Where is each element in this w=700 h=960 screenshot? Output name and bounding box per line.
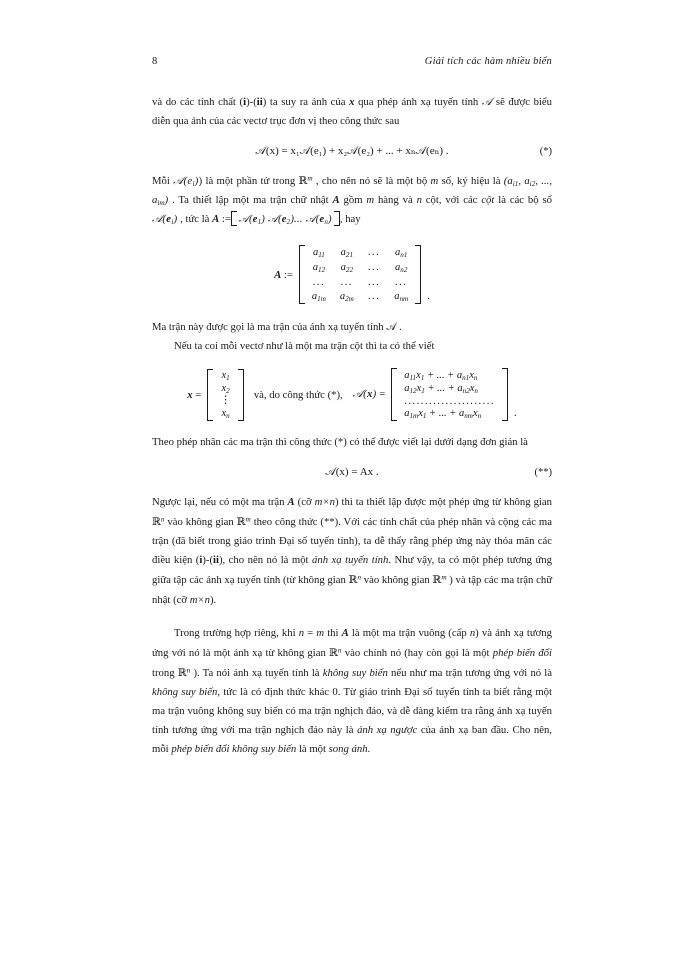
matrix-row [305,289,415,304]
matrix-cell: ... [367,290,381,302]
emphasis-song-anh: song ánh [328,742,368,755]
emphasis-phep-bien-doi-khong-suy-bien: phép biến đổi không suy biến [171,742,297,755]
math-matrix-a-3: A [341,626,349,639]
matrix-row [305,260,415,275]
p2-text-c: , cho nên nó sẽ là một bộ [312,175,431,188]
superscript-n-2: n [337,646,342,655]
vector-ax-brackets [391,368,508,421]
p2-text-a: Mỗi [152,175,174,188]
math-m-3: m [316,626,325,639]
condition-ii-2: ii [213,554,219,567]
matrix-cell: $a_{n1}$ [395,246,408,259]
matrix-cell: $a_{21}$ [340,246,354,259]
superscript-m-2: m [245,516,251,525]
p7-text-c: là một ma trận vuông (cấp [348,626,470,639]
p2-text-g: hàng và [374,194,417,207]
math-script-a: 𝒜 [481,96,493,108]
p7-text-d: ) và ánh xạ tương ứng với nó là một ánh xạ từ không gian [152,626,552,659]
paragraph-4: Nếu ta coi mỗi vectơ như là một ma trận cột thì ta có thể viết [174,340,435,353]
p7-text-j: của ánh xạ ban đầu. Cho nên, mỗi [152,723,552,755]
vector-x-brackets [207,369,244,421]
equation-star-star-body: 𝒜(x) = Ax . [325,466,379,479]
p1-text-a: và do các tính chất ( [152,96,244,108]
vector-ax-body [397,368,502,421]
superscript-n: n [160,516,165,525]
math-m-by-n: m×n [314,496,335,509]
equation-star-star-tag: (**) [534,467,552,479]
p6-text-h: . Như vậy, ta có một phép tương ứng giữa tập các ánh xạ tuyến tính (từ không gian [152,554,552,587]
p1-text-c: ) ta suy ra ảnh của [262,96,350,108]
vector-equations-display [152,368,552,421]
p6-text-i2: vào không gian [361,574,433,587]
matrix-cell: ... [367,246,381,258]
emphasis-cot: cột [481,194,495,207]
paragraph-5: Theo phép nhân các ma trận thì công thức (*) có thể được viết lại dưới dạng đơn giản là [152,436,528,449]
emphasis-khong-suy-bien-2: không suy biến [152,685,218,698]
paragraph-1 [152,93,552,131]
p6-text-d: vào không gian [164,516,237,529]
math-a-ei: 𝒜(e [173,175,193,188]
equation-star-tag: (*) [539,145,552,157]
p6-text-a: Ngược lại, nếu có một ma trận [152,496,288,509]
p6-text-f: )-( [202,554,214,567]
vector-row: x = $x_1$ $x_2$ ⋮ $x_n$ và, do công thức (*), 𝒜(x) = $a_{11}x_1$ + ... + $a_{n1}x_n$ $a_{12}x_1$ + ... + $a_{n2}x_n$ ...................... $a_{1m}x_1$ + ... + $a_{nm}x_n$ . [187,369,517,420]
math-matrix-a: A [332,194,340,207]
vector-connector: và, do công thức (*), [253,388,343,401]
matrix-cell: $a_{11}$ [312,246,325,259]
matrix-a-body [305,245,415,304]
vector-ax-period: . [513,407,517,420]
math-real-m-2: ℝ [236,515,246,529]
p7-equals: = [304,626,317,639]
paragraph-3: Ma trận này được gọi là ma trận của ánh xạ tuyến tính 𝒜 . [152,321,402,334]
matrix-a-display [152,245,552,304]
matrix-cell: ... [312,276,326,288]
p7-text-e: vào chính nó (hay còn gọi là một [341,646,493,659]
matrix-cell: $a_{n2}$ [395,261,408,274]
p6-text-g: ), cho nên nó là một [218,554,313,567]
p2-text-f: gồm [339,194,367,207]
p7-text-l: . [367,742,371,755]
paragraph-6: Ngược lại, nếu có một ma trận A (cỡ m×n) thì ta thiết lập được một phép ứng từ không gian ℝ$^n$ vào không gian ℝ$^m$ theo công thức (**). Với các tính chất của phép nhân và cộng các ma trận (đã biết trong giáo trình Đại số tuyến tính), ta dễ thấy rằng phép ứng này thỏa mãn các điều kiện (i)-(ii), cho nên nó là một ánh xạ tuyến tính. Như vậy, ta có một phép tương ứng giữa tập các ánh xạ tuyến tính (từ không gian ℝ$^n$ vào không gian ℝ$^m$ ) và tập các ma trận chữ nhật (cỡ m×n). [152,496,552,606]
bracket-right [415,245,421,304]
matrix-a-label: A [274,268,282,281]
math-m-by-n-2: m×n [189,593,210,606]
matrix-cell: $a_{1m}$ [311,290,326,303]
vector-cell-vdots: ⋮ [220,395,231,406]
vector-cell-dots: ...................... [404,395,495,407]
subscript-i: i [192,180,195,189]
condition-i: i [243,96,247,108]
matrix-row [305,275,415,289]
equation-star-star [152,466,552,479]
vector-x-body [213,369,238,421]
paragraph-7: Trong trường hợp riêng, khi n = m thì A là một ma trận vuông (cấp n) và ánh xạ tương ứng với nó là một ánh xạ từ không gian ℝ$^n$ vào chính nó (hay còn gọi là một phép biến đổi trong ℝ$^n$ ). Ta nói ánh xạ tuyến tính là không suy biến nếu như ma trận tương ứng với nó là không suy biến, tức là có định thức khác 0. Từ giáo trình Đại số tuyến tính ta biết rằng một ma trận vuông không suy biến có ma trận nghịch đảo, và dễ dàng kiểm tra rằng ánh xạ tuyến tính tương ứng với ma trận nghịch đảo này là ánh xạ ngược của ánh xạ ban đầu. Cho nên, mỗi phép biến đổi không suy biến là một song ánh. [152,626,553,755]
p7-text-h: nếu như ma trận tương ứng với nó là [387,666,553,679]
p2-text-h: cột, với các [421,194,482,207]
matrix-cell: $a_{2m}$ [339,290,354,303]
emphasis-anh-xa-nguoc: ánh xạ ngược [357,723,418,736]
math-n-3: n [469,626,476,639]
bracket-right [238,369,244,421]
matrix-cell: $a_{nm}$ [394,290,409,303]
page-number: 8 [152,56,158,67]
math-real-n: ℝ [152,515,161,529]
vector-cell: $x_n$ [221,407,230,420]
math-x: x [349,96,355,108]
p7-text-i: , tức là có định thức khác 0. Từ giáo trình Đại số tuyến tính ta biết rằng một ma trận vuông không suy biến có ma trận nghịch đảo, và dễ dàng kiểm tra rằng ánh xạ tuyến tính tương ứng với ma trận nghịch đảo này là [152,685,552,736]
p6-text-b: (cỡ [294,496,315,509]
p7-text-a: Trong trường hợp riêng, khi [174,626,299,639]
p7-text-k: là một [296,742,329,755]
math-real-n-2: ℝ [329,645,338,659]
matrix-cell: ... [367,261,381,273]
p7-text-f: trong [152,666,178,679]
matrix-cell: ... [340,276,354,288]
condition-i-2: i [199,554,203,567]
p6-text-k: ). [209,593,217,606]
matrix-a-period: . [427,290,430,303]
p2-text-k: , tức là [177,213,213,226]
p2-text-d: số, ký hiệu là [438,175,504,188]
p2-text-b: ) là một phần tử trong [198,175,299,188]
p2-text-j: là các bộ số [494,194,552,207]
equation-star [152,144,552,158]
math-m: m [430,175,439,188]
bracket-right [502,368,508,421]
p6-text-j: ) và tập các ma trận chữ nhật (cỡ [152,574,552,606]
matrix-cell: ... [395,276,408,288]
p6-text-c: ) thì ta thiết lập được một phép ứng từ không gian [334,496,552,509]
superscript-m: m [307,174,313,183]
vector-x-label: x [187,388,193,401]
p7-text-b: thì [324,626,342,639]
matrix-cell: $a_{12}$ [312,261,326,274]
matrix-row [305,245,415,260]
matrix-cell: $a_{22}$ [340,261,354,274]
matrix-a-brackets [299,245,421,304]
vector-cell: $a_{12}x_1$ + ... + $a_{n2}x_n$ [404,382,478,395]
vector-cell: $a_{11}x_1$ + ... + $a_{n1}x_n$ [404,369,478,382]
running-head [152,56,552,67]
math-m-2: m [366,194,375,207]
p2-text-e: . Ta thiết lập một ma trận chữ nhật [168,194,333,207]
math-n-2: n [298,626,305,639]
matrix-a-row: A := $a_{11}$ $a_{21}$ ... $a_{n1}$ $a_{12}$ $a_{22}$ ... $a_{n2}$ ... ... ... ... $a_{1m}$ $a_{2m}$ ... $a_{nm}$ . [274,246,430,303]
vector-cell: $a_{1m}x_1$ + ... + $a_{nm}x_n$ [404,407,482,420]
emphasis-khong-suy-bien: không suy biến [322,666,388,679]
p2-text-l: , hay [339,213,361,226]
p1-text-b: )-( [246,96,257,108]
math-n: n [416,194,422,207]
vector-cell: $x_2$ [221,383,230,395]
p6-text-e: theo công thức (**). Với các tính chất của phép nhân và cộng các ma trận (đã biết trong giáo trình Đại số tuyến tính), ta dễ thấy rằng phép ứng này thỏa mãn các điều kiện ( [152,516,552,567]
emphasis-phep-bien-doi: phép biến đổi [492,646,552,659]
book-title: Giải tích các hàm nhiều biến [424,56,552,67]
matrix-cell: ... [367,276,381,288]
p1-text-e: sẽ được biểu diễn qua ảnh của các vectơ trục đơn vị theo công thức sau [152,96,552,128]
page-content [152,56,552,759]
math-matrix-a-2: A [287,496,295,509]
math-a-of-x: 𝒜(x) [352,388,377,401]
emphasis-anh-xa-tuyen-tinh: ánh xạ tuyến tính [312,554,389,567]
condition-ii: ii [256,96,263,108]
p1-text-d: qua phép ánh xạ tuyến tính [354,96,482,108]
paragraph-2: Mỗi $𝒜(e_i)$) là một phần tử trong ℝ$^m$ , cho nên nó sẽ là một bộ m số, ký hiệu là ($a_{i1}$, $a_{i2}$, ..., $a_{im}$) . Ta thiết lập một ma trận chữ nhật A gồm m hàng và n cột, với các cột là các bộ số $𝒜(e_i)$ , tức là A := $𝒜(e_1)$ $𝒜(e_2)$... $𝒜(e_n)$ , hay [152,174,552,227]
p7-text-g: ). Ta nói ánh xạ tuyến tính là [190,666,323,679]
vector-cell: $x_1$ [221,370,230,383]
equation-star-body: 𝒜(x) = x₁𝒜(e₁) + x₂𝒜(e₂) + ... + xₙ𝒜(eₙ) . [255,145,449,158]
math-real-m: ℝ [298,174,308,188]
